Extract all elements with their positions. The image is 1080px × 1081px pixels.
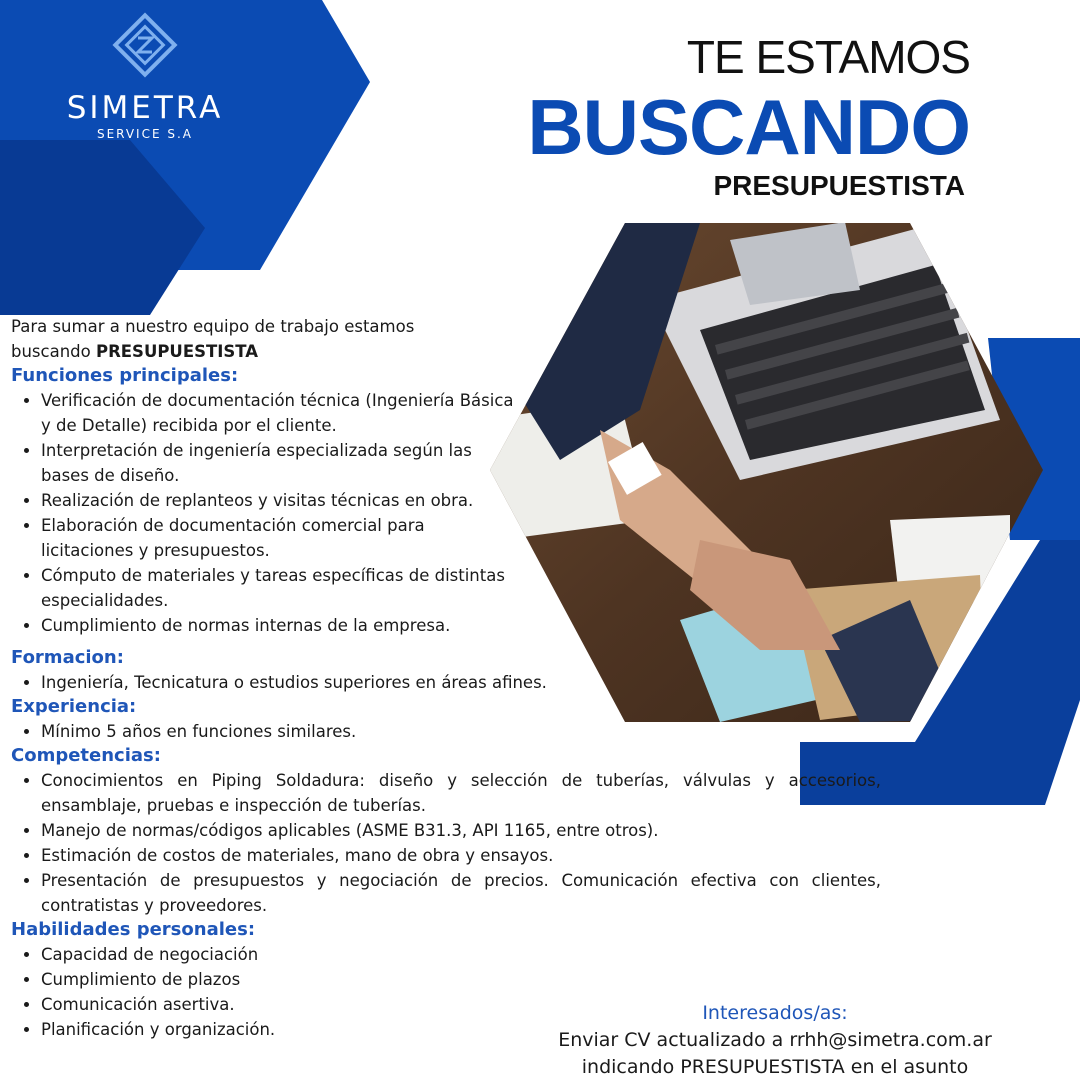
section-title-competencias: Competencias: (11, 745, 161, 766)
list-item: • Estimación de costos de materiales, mano de obra y ensayos. (41, 843, 881, 868)
section-title-funciones: Funciones principales: (11, 365, 239, 386)
section-title-experiencia: Experiencia: (11, 696, 137, 717)
brand-logo (40, 10, 250, 142)
list-item: • Planificación y organización. (41, 1017, 881, 1042)
section-title-habilidades: Habilidades personales: (11, 919, 256, 940)
contact-line-email: Enviar CV actualizado a rrhh@simetra.com.ar (558, 1029, 992, 1051)
list-item: • Mínimo 5 años en funciones similares. (41, 719, 881, 744)
list-item: • Cumplimiento de normas internas de la empresa. (41, 613, 521, 638)
list-item: • Realización de replanteos y visitas técnicas en obra. (41, 488, 521, 513)
list-item: • Elaboración de documentación comercial para licitaciones y presupuestos. (41, 513, 521, 563)
list-item: • Interpretación de ingeniería especializada según las bases de diseño. (41, 438, 521, 488)
contact-title: Interesados/as: (702, 1002, 848, 1024)
headline-line1: TE ESTAMOS (686, 31, 970, 83)
list-item: • Cómputo de materiales y tareas específicas de distintas especialidades. (41, 563, 521, 613)
intro-paragraph (11, 314, 491, 364)
list-item: • Comunicación asertiva. (41, 992, 881, 1017)
intro-role: PRESUPUESTISTA (95, 342, 259, 361)
section-funciones (11, 364, 881, 638)
list-item: • Capacidad de negociación (41, 942, 881, 967)
list-item: • Conocimientos en Piping Soldadura: diseño y selección de tuberías, válvulas y accesorios, ensamblaje, pruebas e inspección de tuberías. (41, 768, 881, 818)
headline-line2: BUSCANDO (527, 83, 970, 171)
brand-name: SIMETRA (66, 90, 224, 126)
list-item: • Cumplimiento de plazos (41, 967, 881, 992)
list-item: • Verificación de documentación técnica (Ingeniería Básica y de Detalle) recibida por el cliente. (41, 388, 521, 438)
contact-line-subject: indicando PRESUPUESTISTA en el asunto (581, 1056, 969, 1078)
intro-text: Para sumar a nuestro equipo de trabajo estamos buscando (11, 317, 415, 361)
section-title-formacion: Formacion: (11, 647, 124, 668)
section-formacion (11, 646, 881, 695)
job-description (11, 314, 881, 1042)
list-item: • Ingeniería, Tecnicatura o estudios superiores en áreas afines. (41, 670, 881, 695)
section-experiencia (11, 695, 881, 744)
headline-role: PRESUPUESTISTA (713, 170, 965, 201)
section-competencias (11, 744, 881, 918)
list-item: • Presentación de presupuestos y negociación de precios. Comunicación efectiva con clientes, contratistas y proveedores. (41, 868, 881, 918)
diamond-s-logo-icon (110, 10, 180, 80)
contact-block (520, 1000, 1030, 1081)
brand-subtitle: SERVICE S.A (96, 127, 194, 141)
list-item: • Manejo de normas/códigos aplicables (ASME B31.3, API 1165, entre otros). (41, 818, 881, 843)
